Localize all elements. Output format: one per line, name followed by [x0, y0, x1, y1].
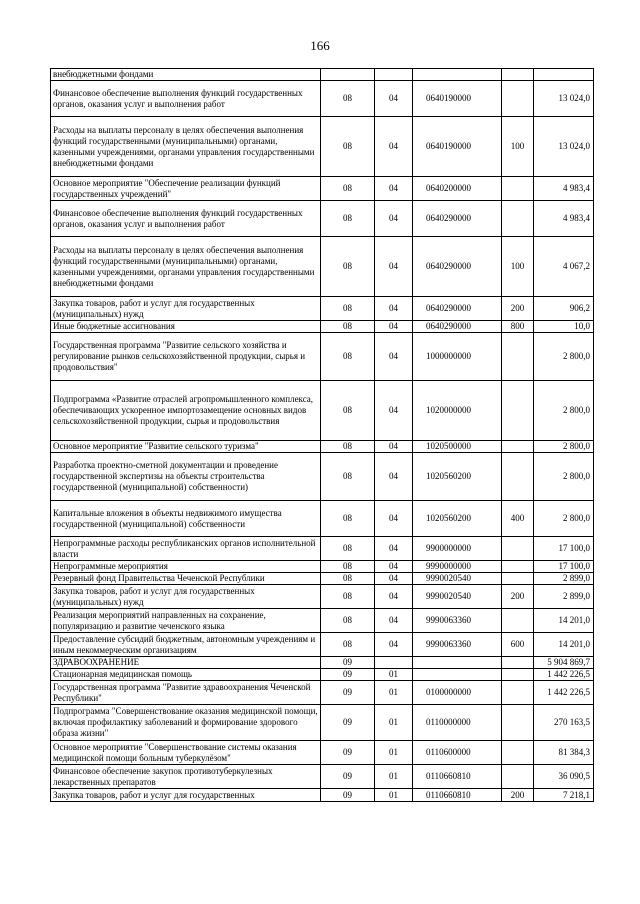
table-row	[51, 201, 594, 237]
cell-section: 08	[321, 633, 375, 657]
cell-name: Государственная программа "Развитие здравоохранения Чеченской Республики"	[51, 681, 321, 705]
cell-amount: 4 983,4	[534, 177, 594, 201]
cell-amount: 17 100,0	[534, 537, 594, 561]
cell-target-article: 0110660810	[413, 765, 502, 789]
cell-expense-type: 600	[502, 633, 534, 657]
cell-subsection	[375, 657, 413, 669]
cell-target-article: 0640290000	[413, 237, 502, 297]
cell-name: Финансовое обеспечение выполнения функций государственных органов, оказания услуг и выполнения работ	[51, 81, 321, 117]
cell-name: Стационарная медицинская помощь	[51, 669, 321, 681]
cell-subsection: 04	[375, 537, 413, 561]
cell-section: 09	[321, 741, 375, 765]
cell-name: Капитальные вложения в объекты недвижимого имущества государственной (муниципальной) собственности	[51, 501, 321, 537]
cell-target-article: 9900000000	[413, 537, 502, 561]
cell-section: 08	[321, 201, 375, 237]
cell-section	[321, 69, 375, 81]
table-row	[51, 561, 594, 573]
cell-name: Закупка товаров, работ и услуг для государственных	[51, 789, 321, 802]
cell-section: 08	[321, 441, 375, 453]
cell-expense-type	[502, 561, 534, 573]
cell-target-article	[413, 657, 502, 669]
cell-expense-type	[502, 81, 534, 117]
cell-subsection: 04	[375, 201, 413, 237]
cell-name: Непрограммные расходы республиканских органов исполнительной власти	[51, 537, 321, 561]
cell-name: ЗДРАВООХРАНЕНИЕ	[51, 657, 321, 669]
cell-name: Разработка проектно-сметной документации и проведение государственной экспертизы на объекты строительства государственной (муниципальной) собственности)	[51, 453, 321, 501]
cell-name: Реализация мероприятий направленных на сохранение, популяризацию и развитие чеченского языка	[51, 609, 321, 633]
cell-subsection: 01	[375, 789, 413, 802]
cell-section: 09	[321, 669, 375, 681]
table-row	[51, 501, 594, 537]
cell-subsection: 04	[375, 81, 413, 117]
cell-amount: 7 218,1	[534, 789, 594, 802]
cell-target-article: 9990000000	[413, 561, 502, 573]
table-row	[51, 585, 594, 609]
cell-target-article: 0640200000	[413, 177, 502, 201]
cell-subsection: 04	[375, 609, 413, 633]
cell-expense-type	[502, 705, 534, 741]
cell-target-article: 0640190000	[413, 117, 502, 177]
cell-amount: 4 067,2	[534, 237, 594, 297]
cell-section: 08	[321, 321, 375, 333]
cell-expense-type	[502, 69, 534, 81]
cell-amount: 36 090,5	[534, 765, 594, 789]
table-row	[51, 705, 594, 741]
cell-target-article: 0100000000	[413, 681, 502, 705]
cell-amount: 10,0	[534, 321, 594, 333]
cell-section: 08	[321, 561, 375, 573]
cell-expense-type	[502, 441, 534, 453]
cell-name: Резервный фонд Правительства Чеченской Республики	[51, 573, 321, 585]
cell-subsection: 04	[375, 321, 413, 333]
cell-subsection	[375, 69, 413, 81]
cell-target-article: 9990020540	[413, 573, 502, 585]
cell-section: 08	[321, 453, 375, 501]
table-row	[51, 453, 594, 501]
cell-expense-type: 200	[502, 585, 534, 609]
table-row	[51, 117, 594, 177]
cell-expense-type	[502, 453, 534, 501]
table-row	[51, 321, 594, 333]
cell-expense-type	[502, 681, 534, 705]
cell-section: 08	[321, 237, 375, 297]
cell-section: 08	[321, 177, 375, 201]
cell-name: Предоставление субсидий бюджетным, автономным учреждениям и иным некоммерческим организациям	[51, 633, 321, 657]
cell-target-article: 9990063360	[413, 609, 502, 633]
table-row	[51, 441, 594, 453]
table-row	[51, 609, 594, 633]
cell-amount: 906,2	[534, 297, 594, 321]
table-row	[51, 573, 594, 585]
cell-expense-type	[502, 177, 534, 201]
cell-section: 09	[321, 705, 375, 741]
cell-target-article: 0640290000	[413, 201, 502, 237]
cell-subsection: 04	[375, 117, 413, 177]
cell-name: Основное мероприятие "Совершенствование системы оказания медицинской помощи больным туберкулёзом"	[51, 741, 321, 765]
cell-target-article: 0110600000	[413, 741, 502, 765]
table-row	[51, 669, 594, 681]
table-row	[51, 333, 594, 381]
cell-expense-type	[502, 573, 534, 585]
cell-subsection: 04	[375, 453, 413, 501]
cell-amount: 4 983,4	[534, 201, 594, 237]
cell-name: Закупка товаров, работ и услуг для государственных (муниципальных) нужд	[51, 585, 321, 609]
cell-name: Основное мероприятие "Развитие сельского туризма"	[51, 441, 321, 453]
cell-name: Подпрограмма «Развитие отраслей агропромышленного комплекса, обеспечивающих ускоренное импортозамещение основных видов сельскохозяйственной продукции, сырья и продовольствия	[51, 381, 321, 441]
cell-target-article: 1020560200	[413, 453, 502, 501]
cell-subsection: 01	[375, 681, 413, 705]
budget-table-body	[51, 69, 594, 802]
cell-expense-type	[502, 765, 534, 789]
cell-subsection: 04	[375, 381, 413, 441]
cell-amount	[534, 69, 594, 81]
cell-section: 08	[321, 573, 375, 585]
cell-expense-type: 100	[502, 237, 534, 297]
cell-subsection: 04	[375, 333, 413, 381]
cell-name: Государственная программа "Развитие сельского хозяйства и регулирование рынков сельскохозяйственной продукции, сырья и продовольствия"	[51, 333, 321, 381]
cell-amount: 13 024,0	[534, 117, 594, 177]
cell-name: Подпрограмма "Совершенствование оказания медицинской помощи, включая профилактику заболеваний и формирование здорового образа жизни"	[51, 705, 321, 741]
cell-target-article: 0640290000	[413, 321, 502, 333]
cell-subsection: 04	[375, 501, 413, 537]
cell-name: Закупка товаров, работ и услуг для государственных (муниципальных) нужд	[51, 297, 321, 321]
cell-section: 08	[321, 537, 375, 561]
cell-target-article: 0110660810	[413, 789, 502, 802]
cell-expense-type	[502, 741, 534, 765]
cell-amount: 2 800,0	[534, 333, 594, 381]
cell-name: Иные бюджетные ассигнования	[51, 321, 321, 333]
cell-amount: 2 899,0	[534, 573, 594, 585]
table-row	[51, 741, 594, 765]
cell-section: 08	[321, 81, 375, 117]
cell-subsection: 04	[375, 633, 413, 657]
table-row	[51, 237, 594, 297]
cell-section: 08	[321, 501, 375, 537]
cell-name: Расходы на выплаты персоналу в целях обеспечения выполнения функций государственными (муниципальными) органами, казенными учреждениями, органами управления государственными внебюджетными фондами	[51, 237, 321, 297]
cell-section: 09	[321, 657, 375, 669]
cell-amount: 5 904 869,7	[534, 657, 594, 669]
cell-amount: 13 024,0	[534, 81, 594, 117]
cell-expense-type	[502, 537, 534, 561]
cell-amount: 2 899,0	[534, 585, 594, 609]
cell-expense-type	[502, 657, 534, 669]
cell-section: 08	[321, 381, 375, 441]
cell-subsection: 04	[375, 561, 413, 573]
cell-subsection: 01	[375, 705, 413, 741]
cell-expense-type	[502, 609, 534, 633]
cell-name: Финансовое обеспечение закупок противотуберкулезных лекарственных препаратов	[51, 765, 321, 789]
cell-name: Непрограммные мероприятия	[51, 561, 321, 573]
cell-amount: 14 201,0	[534, 633, 594, 657]
cell-subsection: 01	[375, 765, 413, 789]
cell-section: 09	[321, 681, 375, 705]
cell-section: 08	[321, 585, 375, 609]
cell-target-article: 0640190000	[413, 81, 502, 117]
cell-section: 09	[321, 789, 375, 802]
cell-expense-type: 100	[502, 117, 534, 177]
cell-section: 08	[321, 117, 375, 177]
cell-name: Основное мероприятие "Обеспечение реализации функций государственных учреждений"	[51, 177, 321, 201]
cell-expense-type: 200	[502, 789, 534, 802]
table-row	[51, 681, 594, 705]
table-row	[51, 537, 594, 561]
cell-target-article: 0640290000	[413, 297, 502, 321]
cell-name: Финансовое обеспечение выполнения функций государственных органов, оказания услуг и выполнения работ	[51, 201, 321, 237]
cell-subsection: 04	[375, 585, 413, 609]
cell-subsection: 04	[375, 297, 413, 321]
cell-amount: 81 384,3	[534, 741, 594, 765]
cell-name: внебюджетными фондами	[51, 69, 321, 81]
cell-subsection: 04	[375, 177, 413, 201]
cell-amount: 1 442 226,5	[534, 669, 594, 681]
cell-target-article: 1000000000	[413, 333, 502, 381]
table-row	[51, 69, 594, 81]
table-row	[51, 765, 594, 789]
page-number: 166	[310, 38, 330, 53]
cell-target-article: 1020560200	[413, 501, 502, 537]
cell-section: 08	[321, 609, 375, 633]
table-row	[51, 633, 594, 657]
cell-expense-type: 200	[502, 297, 534, 321]
cell-target-article	[413, 669, 502, 681]
table-row	[51, 177, 594, 201]
cell-section: 08	[321, 297, 375, 321]
cell-expense-type	[502, 381, 534, 441]
cell-section: 08	[321, 333, 375, 381]
cell-target-article	[413, 69, 502, 81]
cell-target-article: 9990020540	[413, 585, 502, 609]
cell-target-article: 1020000000	[413, 381, 502, 441]
cell-amount: 2 800,0	[534, 381, 594, 441]
cell-amount: 2 800,0	[534, 453, 594, 501]
cell-expense-type	[502, 333, 534, 381]
cell-subsection: 04	[375, 237, 413, 297]
cell-amount: 2 800,0	[534, 441, 594, 453]
cell-expense-type	[502, 669, 534, 681]
cell-section: 09	[321, 765, 375, 789]
cell-amount: 14 201,0	[534, 609, 594, 633]
cell-amount: 2 800,0	[534, 501, 594, 537]
cell-name: Расходы на выплаты персоналу в целях обеспечения выполнения функций государственными (муниципальными) органами, казенными учреждениями, органами управления государственными внебюджетными фондами	[51, 117, 321, 177]
cell-subsection: 04	[375, 441, 413, 453]
table-row	[51, 81, 594, 117]
cell-subsection: 04	[375, 573, 413, 585]
table-row	[51, 789, 594, 802]
cell-subsection: 01	[375, 669, 413, 681]
table-row	[51, 297, 594, 321]
cell-expense-type: 800	[502, 321, 534, 333]
cell-expense-type: 400	[502, 501, 534, 537]
cell-amount: 270 163,5	[534, 705, 594, 741]
cell-amount: 1 442 226,5	[534, 681, 594, 705]
table-row	[51, 381, 594, 441]
budget-table	[50, 68, 594, 802]
cell-target-article: 0110000000	[413, 705, 502, 741]
cell-target-article: 9990063360	[413, 633, 502, 657]
table-row	[51, 657, 594, 669]
cell-subsection: 01	[375, 741, 413, 765]
cell-amount: 17 100,0	[534, 561, 594, 573]
cell-target-article: 1020500000	[413, 441, 502, 453]
cell-expense-type	[502, 201, 534, 237]
